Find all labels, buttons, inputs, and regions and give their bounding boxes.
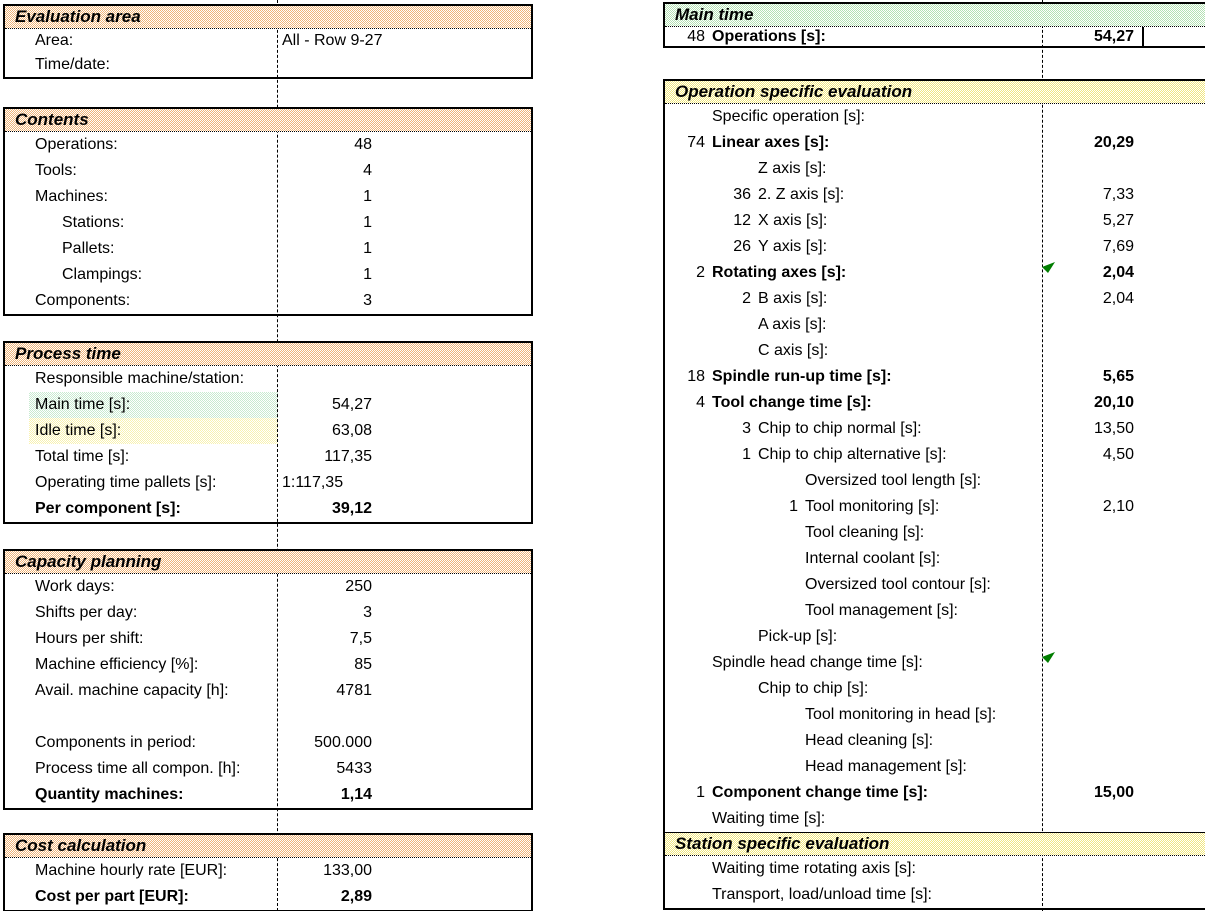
row-count: 3 <box>742 420 751 437</box>
row-label: Internal coolant [s]: <box>805 550 941 567</box>
row-label: Idle time [s]: <box>35 422 122 439</box>
table-row <box>5 574 531 600</box>
row-count: 26 <box>733 238 751 255</box>
page-break-line <box>277 0 278 911</box>
table-row <box>5 392 531 418</box>
table-row <box>665 27 1205 46</box>
table-row <box>5 884 531 910</box>
row-label: Time/date: <box>35 56 110 73</box>
row-label: Specific operation [s]: <box>712 108 865 125</box>
table-row <box>5 678 531 704</box>
table-row <box>665 676 1205 702</box>
table-row <box>665 312 1205 338</box>
row-value[interactable]: 1:117,35 <box>282 474 344 491</box>
table-row <box>665 364 1205 390</box>
row-label: Spindle head change time [s]: <box>712 654 923 671</box>
row-label: Stations: <box>62 214 125 231</box>
row-label: Waiting time rotating axis [s]: <box>712 860 916 877</box>
table-row <box>5 704 531 730</box>
row-label: Cost per part [EUR]: <box>35 888 189 905</box>
section-header <box>5 343 531 366</box>
row-value[interactable]: 20,29 <box>1093 134 1134 151</box>
row-value[interactable]: 1 <box>363 214 372 231</box>
table-row <box>665 572 1205 598</box>
table-row <box>5 756 531 782</box>
section-station-specific-evaluation <box>663 832 1205 910</box>
section-header <box>5 6 531 29</box>
row-label: Transport, load/unload time [s]: <box>712 886 932 903</box>
row-count: 12 <box>733 212 751 229</box>
row-value[interactable]: 250 <box>345 578 372 595</box>
table-row <box>665 882 1205 908</box>
row-value[interactable]: 1 <box>363 266 372 283</box>
table-row <box>665 260 1205 286</box>
table-row <box>5 53 531 77</box>
table-row <box>5 132 531 158</box>
row-value[interactable]: 5,65 <box>1102 368 1134 385</box>
section-title: Operation specific evaluation <box>675 82 913 101</box>
page-break-line <box>1042 0 1043 911</box>
row-label: Quantity machines: <box>35 786 184 803</box>
row-value[interactable]: 4781 <box>336 682 372 699</box>
table-row <box>665 416 1205 442</box>
table-row <box>5 444 531 470</box>
table-row <box>5 262 531 288</box>
table-row <box>5 366 531 392</box>
section-operation-specific-evaluation <box>663 79 1205 832</box>
row-label: Spindle run-up time [s]: <box>712 368 892 385</box>
table-row <box>665 286 1205 312</box>
row-label: Tool monitoring [s]: <box>805 498 940 515</box>
row-label: B axis [s]: <box>758 290 828 307</box>
section-title: Process time <box>15 344 121 363</box>
row-label: Operations: <box>35 136 118 153</box>
table-row <box>665 624 1205 650</box>
table-row <box>665 806 1205 832</box>
row-label: Work days: <box>35 578 115 595</box>
section-cost-calculation <box>3 833 533 911</box>
section-header <box>5 551 531 574</box>
row-label: Tools: <box>35 162 77 179</box>
section-contents <box>3 107 533 316</box>
row-label: Hours per shift: <box>35 630 144 647</box>
row-label: Main time [s]: <box>35 396 131 413</box>
row-value[interactable]: 85 <box>354 656 372 673</box>
row-label: Machine efficiency [%]: <box>35 656 199 673</box>
table-row <box>5 652 531 678</box>
row-label: Components in period: <box>35 734 196 751</box>
row-count: 74 <box>687 134 705 151</box>
row-label: Chip to chip normal [s]: <box>758 420 922 437</box>
row-label: 2. Z axis [s]: <box>758 186 845 203</box>
row-value[interactable]: 2,89 <box>340 888 372 905</box>
table-row <box>5 626 531 652</box>
row-value[interactable]: 39,12 <box>331 500 372 517</box>
table-row <box>5 29 531 53</box>
row-label: Y axis [s]: <box>758 238 828 255</box>
row-count: 1 <box>789 498 798 515</box>
table-row <box>665 208 1205 234</box>
row-value[interactable]: 20,10 <box>1093 394 1134 411</box>
row-label: Pick-up [s]: <box>758 628 838 645</box>
row-label: Per component [s]: <box>35 500 181 517</box>
row-label: Rotating axes [s]: <box>712 264 847 281</box>
row-label: Head cleaning [s]: <box>805 732 934 749</box>
table-row <box>665 104 1205 130</box>
row-count: 1 <box>696 784 705 801</box>
section-title: Evaluation area <box>15 7 141 26</box>
row-label: Oversized tool contour [s]: <box>805 576 991 593</box>
table-row <box>665 780 1205 806</box>
row-label: Tool monitoring in head [s]: <box>805 706 997 723</box>
section-main-time <box>663 2 1205 48</box>
table-row <box>5 158 531 184</box>
table-row <box>665 442 1205 468</box>
row-label: Avail. machine capacity [h]: <box>35 682 229 699</box>
row-value[interactable]: 117,35 <box>324 448 372 465</box>
row-label: Tool change time [s]: <box>712 394 872 411</box>
row-value[interactable]: 2,04 <box>1102 264 1134 281</box>
section-title: Capacity planning <box>15 552 162 571</box>
row-label: Component change time [s]: <box>712 784 929 801</box>
row-count: 2 <box>742 290 751 307</box>
row-label: Process time all compon. [h]: <box>35 760 241 777</box>
green-arrow-marker-icon <box>1042 256 1055 267</box>
row-count: 1 <box>742 446 751 463</box>
row-count: 18 <box>687 368 705 385</box>
green-arrow-marker-icon <box>1042 646 1055 657</box>
section-header <box>665 4 1205 27</box>
row-label: Operating time pallets [s]: <box>35 474 217 491</box>
row-label: Clampings: <box>62 266 143 283</box>
section-header <box>5 835 531 858</box>
row-value[interactable]: 63,08 <box>331 422 372 439</box>
row-label: Tool management [s]: <box>805 602 958 619</box>
table-row <box>665 182 1205 208</box>
row-value[interactable]: 1,14 <box>340 786 372 803</box>
row-label: Machines: <box>35 188 108 205</box>
table-row <box>5 210 531 236</box>
table-row <box>665 520 1205 546</box>
table-row <box>665 468 1205 494</box>
table-row <box>665 728 1205 754</box>
table-row <box>665 856 1205 882</box>
table-row <box>5 470 531 496</box>
row-label: Tool cleaning [s]: <box>805 524 925 541</box>
section-process-time <box>3 341 533 524</box>
row-label: Pallets: <box>62 240 115 257</box>
row-value[interactable]: 7,5 <box>349 630 372 647</box>
table-row <box>665 130 1205 156</box>
row-value[interactable]: 15,00 <box>1093 784 1134 801</box>
table-row <box>5 184 531 210</box>
table-row <box>665 754 1205 780</box>
section-capacity-planning <box>3 549 533 810</box>
table-row <box>665 390 1205 416</box>
section-title: Station specific evaluation <box>675 834 890 853</box>
table-row <box>5 782 531 808</box>
row-label: Responsible machine/station: <box>35 370 245 387</box>
table-row <box>665 494 1205 520</box>
section-title: Cost calculation <box>15 836 147 855</box>
section-title: Main time <box>675 5 754 24</box>
table-row <box>5 730 531 756</box>
row-value[interactable]: 13,50 <box>1093 420 1134 437</box>
table-row <box>665 598 1205 624</box>
row-value[interactable]: 3 <box>363 292 372 309</box>
section-header <box>665 81 1205 104</box>
row-value[interactable]: 2,04 <box>1102 290 1134 307</box>
table-row <box>665 156 1205 182</box>
row-count: 48 <box>687 28 705 45</box>
row-value[interactable]: 54,27 <box>331 396 372 413</box>
row-value[interactable]: 2,10 <box>1102 498 1134 515</box>
row-value[interactable]: All - Row 9-27 <box>282 32 383 49</box>
table-row <box>665 234 1205 260</box>
row-value[interactable]: 1 <box>363 240 372 257</box>
row-value[interactable]: 4,50 <box>1102 446 1134 463</box>
row-value[interactable]: 500.000 <box>314 734 372 751</box>
table-row <box>665 546 1205 572</box>
section-title: Contents <box>15 110 89 129</box>
row-label: Shifts per day: <box>35 604 138 621</box>
row-value[interactable]: 4 <box>363 162 372 179</box>
row-label: Waiting time [s]: <box>712 810 826 827</box>
table-row <box>5 600 531 626</box>
row-value[interactable]: 7,69 <box>1102 238 1134 255</box>
row-value[interactable]: 5433 <box>336 760 372 777</box>
row-label: Linear axes [s]: <box>712 134 830 151</box>
row-value[interactable]: 3 <box>363 604 372 621</box>
row-label: C axis [s]: <box>758 342 829 359</box>
row-value[interactable]: 1 <box>363 188 372 205</box>
row-label: Total time [s]: <box>35 448 130 465</box>
row-count: 4 <box>696 394 705 411</box>
row-label: A axis [s]: <box>758 316 827 333</box>
row-value[interactable]: 7,33 <box>1102 186 1134 203</box>
table-row <box>5 418 531 444</box>
section-header <box>5 109 531 132</box>
row-label: Chip to chip [s]: <box>758 680 869 697</box>
row-value[interactable]: 5,27 <box>1102 212 1134 229</box>
row-label: Machine hourly rate [EUR]: <box>35 862 228 879</box>
row-label: Oversized tool length [s]: <box>805 472 982 489</box>
table-row <box>5 236 531 262</box>
row-label: Z axis [s]: <box>758 160 827 177</box>
row-label: X axis [s]: <box>758 212 828 229</box>
row-label: Operations [s]: <box>712 28 826 45</box>
row-value[interactable]: 54,27 <box>1093 28 1134 45</box>
table-row <box>5 496 531 522</box>
section-header <box>665 833 1205 856</box>
row-label: Head management [s]: <box>805 758 967 775</box>
table-row <box>5 288 531 314</box>
row-count: 2 <box>696 264 705 281</box>
row-label: Area: <box>35 32 74 49</box>
row-count: 36 <box>733 186 751 203</box>
table-row <box>665 650 1205 676</box>
section-evaluation-area <box>3 4 533 79</box>
row-label: Chip to chip alternative [s]: <box>758 446 947 463</box>
row-value[interactable]: 48 <box>354 136 372 153</box>
table-row <box>665 338 1205 364</box>
row-value[interactable]: 133,00 <box>323 862 372 879</box>
table-row <box>665 702 1205 728</box>
table-row <box>5 858 531 884</box>
row-label: Components: <box>35 292 131 309</box>
